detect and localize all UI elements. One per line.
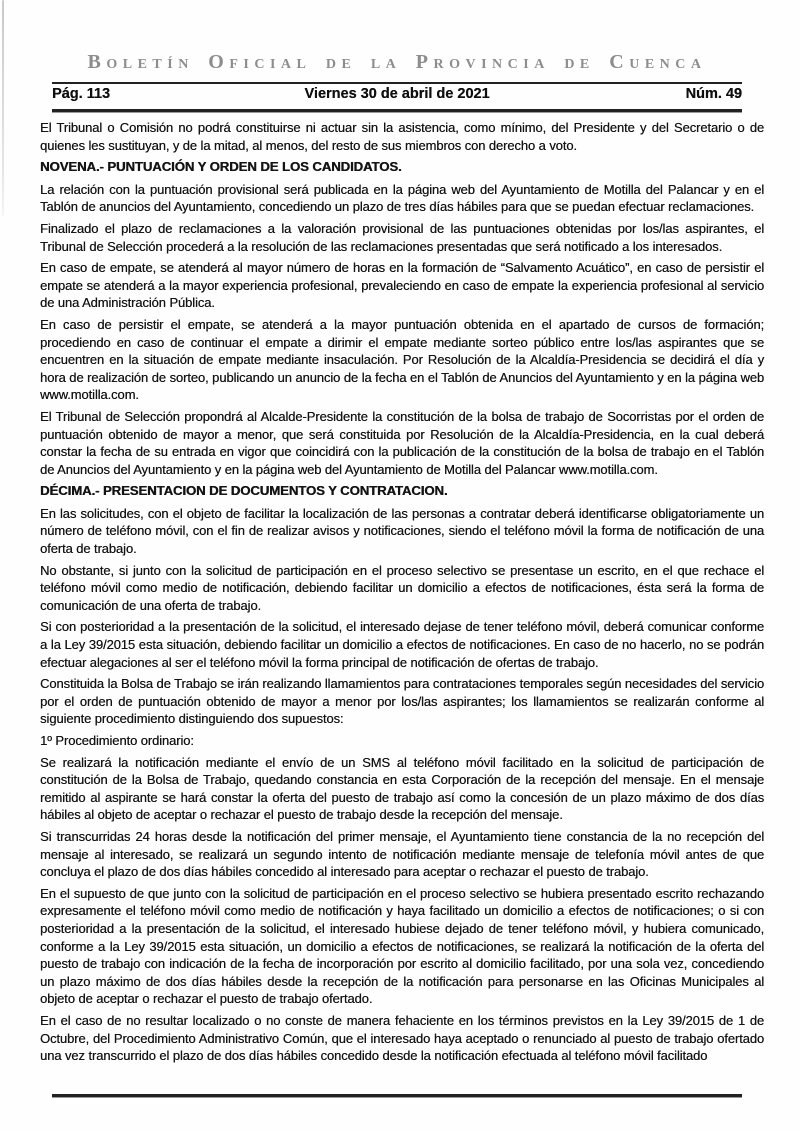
page-number-label: Pág. 113 — [52, 86, 111, 102]
body-paragraph: El Tribunal de Selección propondrá al Alcalde-Presidente la constitución de la bolsa de trabajo de Socorristas por el orden de puntuación obtenido de mayor a menor, que será constituida por Resolución de la Alcaldía-Presidencia, en la cual deberá constar la fecha de su entrada en vigor que coincidirá con la publicación de la constitución de la bolsa de trabajo en el Tablón de Anuncios del Ayuntamiento y en la página web del Ayuntamiento de Motilla del Palancar www.motilla.com. — [40, 408, 764, 477]
body-paragraph: El Tribunal o Comisión no podrá constituirse ni actuar sin la asistencia, como mínimo, del Presidente y del Secretario o de quienes les sustituyan, y de la mitad, al menos, del resto de sus miembros con derecho a voto. — [40, 120, 764, 153]
body-paragraph: 1º Procedimiento ordinario: — [40, 733, 194, 748]
page-header-row — [52, 86, 742, 102]
body-paragraph: En caso de persistir el empate, se atenderá a la mayor puntuación obtenida en el apartado de cursos de formación; procediendo en caso de continuar el empate a dirimir el empate mediante sorteo público entre los/las aspirantes que se encuentren en la situación de empate mediante insaculación. Por Resolución de la Alcaldía-Presidencia se decidirá el día y hora de realización de sorteo, publicando un anuncio de la fecha en el Tablón de Anuncios del Ayuntamiento y en la página web www.motilla.com. — [40, 316, 764, 403]
body-paragraph: En caso de empate, se atenderá al mayor número de horas en la formación de “Salvamento Acuático”, en caso de persistir el empate se atenderá a la mayor experiencia profesional, prevaleciendo en caso de empate la experiencia profesional al servicio de una Administración Pública. — [40, 260, 764, 311]
footer-rule — [52, 1094, 742, 1097]
body-paragraph: Finalizado el plazo de reclamaciones a la valoración provisional de las puntuaciones obtenidas por los/las aspirantes, el Tribunal de Selección procederá a la resolución de las reclamaciones presentadas que será notificado a los interesados. — [40, 220, 764, 254]
body-paragraph: En las solicitudes, con el objeto de facilitar la localización de las personas a contratar deberá identificarse obligatoriamente un número de teléfono móvil, con el fin de realizar avisos y notificaciones, siendo el teléfono móvil la forma de notificación de una oferta de trabajo. — [40, 505, 764, 557]
body-paragraph: En el supuesto de que junto con la solicitud de participación en el proceso selectivo se hubiera presentado escrito rechazando expresamente el teléfono móvil como medio de notificación y haya facilitado un domicilio a efectos de notificaciones; o si con posterioridad a la presentación de la solicitud, el interesado hubiese dejado de tener teléfono móvil, y hubiera comunicado, conforme a la Ley 39/2015 esta situación, un domicilio a efectos de notificaciones, se realizará la notificación de la oferta del puesto de trabajo con indicación de la fecha de incorporación por escrito al domicilio facilitado, por una sola vez, concediendo un plazo máximo de dos días hábiles desde la recepción de la notificación para personarse en las Oficinas Municipales al objeto de aceptar o rechazar el puesto de trabajo ofertado. — [40, 885, 764, 1007]
scan-edge-artifact — [2, 0, 4, 216]
body-paragraph: La relación con la puntuación provisional será publicada en la página web del Ayuntamiento de Motilla del Palancar y en el Tablón de anuncios del Ayuntamiento, concediendo un plazo de tres días hábiles para que se puedan efectuar reclamaciones. — [40, 181, 764, 215]
bulletin-masthead-title: Boletín Oficial de la Provincia de Cuenca — [87, 51, 707, 73]
body-paragraph: Se realizará la notificación mediante el envío de un SMS al teléfono móvil facilitado en la solicitud de participación de constitución de la Bolsa de Trabajo, quedando constancia en esta Corporación de la recepción del mensaje. En el mensaje remitido al aspirante se hará constar la oferta del puesto de trabajo así como la concesión de un plazo máximo de dos días hábiles al objeto de aceptar o rechazar el puesto de trabajo desde la recepción del mensaje. — [40, 754, 764, 823]
body-paragraph: Si transcurridas 24 horas desde la notificación del primer mensaje, el Ayuntamiento tiene constancia de la no recepción del mensaje al interesado, se realizará un segundo intento de notificación mediante mensaje de telefonía móvil antes de que concluya el plazo de dos días hábiles concedido al interesado para aceptar o rechazar el puesto de trabajo. — [40, 828, 764, 880]
body-paragraph: No obstante, si junto con la solicitud de participación en el proceso selectivo se presentase un escrito, en el que rechace el teléfono móvil como medio de notificación, debiendo facilitar un domicilio a efectos de notificaciones, ésta será la forma de comunicación de una oferta de trabajo. — [40, 562, 764, 613]
issue-date-label: Viernes 30 de abril de 2021 — [304, 86, 490, 102]
document-body — [40, 119, 764, 1069]
body-paragraph: Si con posterioridad a la presentación de la solicitud, el interesado dejase de tener teléfono móvil, deberá comunicar conforme a la Ley 39/2015 esta situación, debiendo facilitar un domicilio a efectos de notificaciones. En caso de no hacerlo, no se podrán efectuar alegaciones al ser el teléfono móvil la forma principal de notificación de ofertas de trabajo. — [40, 619, 764, 670]
header-top-rule — [52, 82, 742, 84]
header-bottom-rule — [52, 109, 742, 112]
body-paragraph: Constituida la Bolsa de Trabajo se irán realizando llamamientos para contrataciones temporales según necesidades del servicio por el orden de puntuación obtenido de mayor a menor por los/las aspirantes; los llamamientos se realizarán conforme al siguiente procedimiento distinguiendo dos supuestos: — [40, 676, 764, 727]
body-paragraph: En el caso de no resultar localizado o no conste de manera fehaciente en los términos previstos en la Ley 39/2015 de 1 de Octubre, del Procedimiento Administrativo Común, que el interesado haya aceptado o renunciado al puesto de trabajo ofertado una vez transcurrido el plazo de dos días hábiles concedido desde la notificación efectuada al teléfono móvil facilitado — [40, 1012, 764, 1064]
section-heading: NOVENA.- PUNTUACIÓN Y ORDEN DE LOS CANDIDATOS. — [40, 159, 402, 175]
section-heading: DÉCIMA.- PRESENTACION DE DOCUMENTOS Y CONTRATACION. — [40, 483, 448, 499]
issue-number-label: Núm. 49 — [685, 86, 742, 102]
